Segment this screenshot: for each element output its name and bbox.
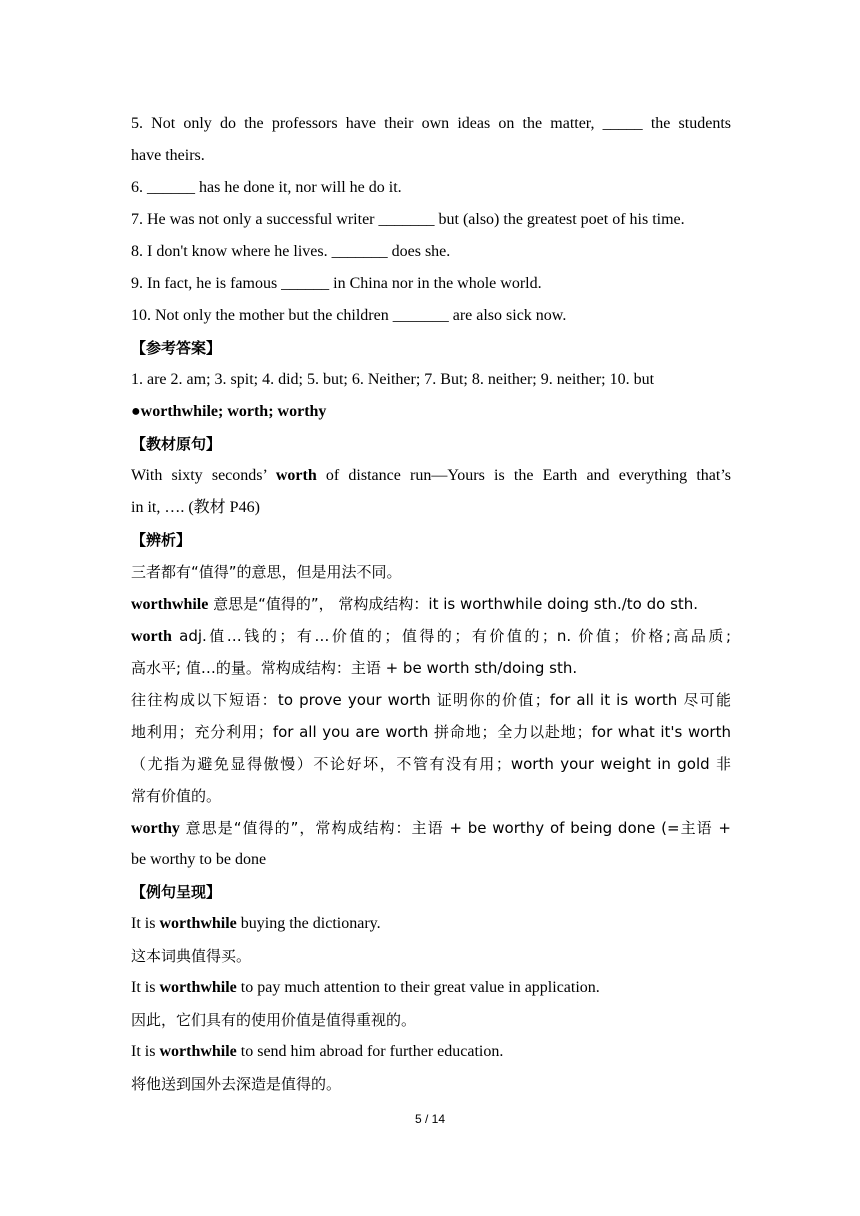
example-sentence: It is worthwhile buying the dictionary. [131, 915, 381, 932]
exercise-6: 6. ______ has he done it, nor will he do it. [131, 179, 402, 196]
exercise-5-line-1: 5. Not only do the professors have their own ideas on the matter, _____ the students [131, 115, 731, 132]
exercise-10: 10. Not only the mother but the children _______ are also sick now. [131, 307, 567, 324]
example-translation: 将他送到国外去深造是值得的。 [131, 1075, 342, 1093]
answers-text: 1. are 2. am; 3. spit; 4. did; 5. but; 6. Neither; 7. But; 8. neither; 9. neither; 10. but [131, 371, 655, 388]
analysis-phrases-line-3: （尤指为避免显得傲慢）不论好坏，不管有没有用；worth your weight in gold 非 [131, 755, 731, 773]
original-sentence-line-1: With sixty seconds’ worth of distance run—Yours is the Earth and everything that’s [131, 467, 732, 484]
example-sentence: It is worthwhile to pay much attention to their great value in application. [131, 979, 600, 996]
analysis-phrases-line-1: 往往构成以下短语：to prove your worth 证明你的价值；for all it is worth 尽可能 [131, 691, 731, 709]
exercise-7: 7. He was not only a successful writer _______ but (also) the greatest poet of his time. [131, 211, 685, 228]
analysis-heading: 【辨析】 [131, 531, 192, 549]
page-number: 5 / 14 [414, 1112, 446, 1126]
topic-title: ●worthwhile; worth; worthy [131, 403, 327, 420]
analysis-worthy-line-1: worthy 意思是“值得的”，常构成结构：主语 + be worthy of being done (=主语 + [131, 819, 731, 837]
exercise-9: 9. In fact, he is famous ______ in China nor in the whole world. [131, 275, 542, 292]
analysis-intro: 三者都有“值得”的意思，但是用法不同。 [131, 563, 402, 581]
exercise-8: 8. I don't know where he lives. _______ does she. [131, 243, 451, 260]
original-heading: 【教材原句】 [131, 435, 222, 453]
document-page [131, 108, 731, 1100]
analysis-worth-line-1: worth adj.值…钱的；有…价值的；值得的；有价值的；n. 价值；价格;高品质; [131, 627, 731, 645]
exercise-5-line-2: have theirs. [131, 147, 205, 164]
analysis-phrases-line-4: 常有价值的。 [131, 787, 222, 805]
original-sentence-line-2: in it, …. (教材 P46) [131, 499, 260, 516]
examples-heading: 【例句呈现】 [131, 883, 222, 901]
example-translation: 这本词典值得买。 [131, 947, 252, 965]
analysis-phrases-line-2: 地利用；充分利用；for all you are worth 拼命地；全力以赴地；for what it's worth [131, 723, 731, 741]
analysis-worthy-line-2: be worthy to be done [131, 851, 267, 868]
example-sentence: It is worthwhile to send him abroad for further education. [131, 1043, 504, 1060]
example-translation: 因此，它们具有的使用价值是值得重视的。 [131, 1011, 417, 1029]
answers-heading: 【参考答案】 [131, 339, 222, 357]
analysis-worth-line-2: 高水平; 值…的量。常构成结构：主语 + be worth sth/doing sth. [131, 659, 578, 677]
analysis-worthwhile: worthwhile 意思是“值得的”， 常构成结构：it is worthwhile doing sth./to do sth. [131, 595, 699, 613]
